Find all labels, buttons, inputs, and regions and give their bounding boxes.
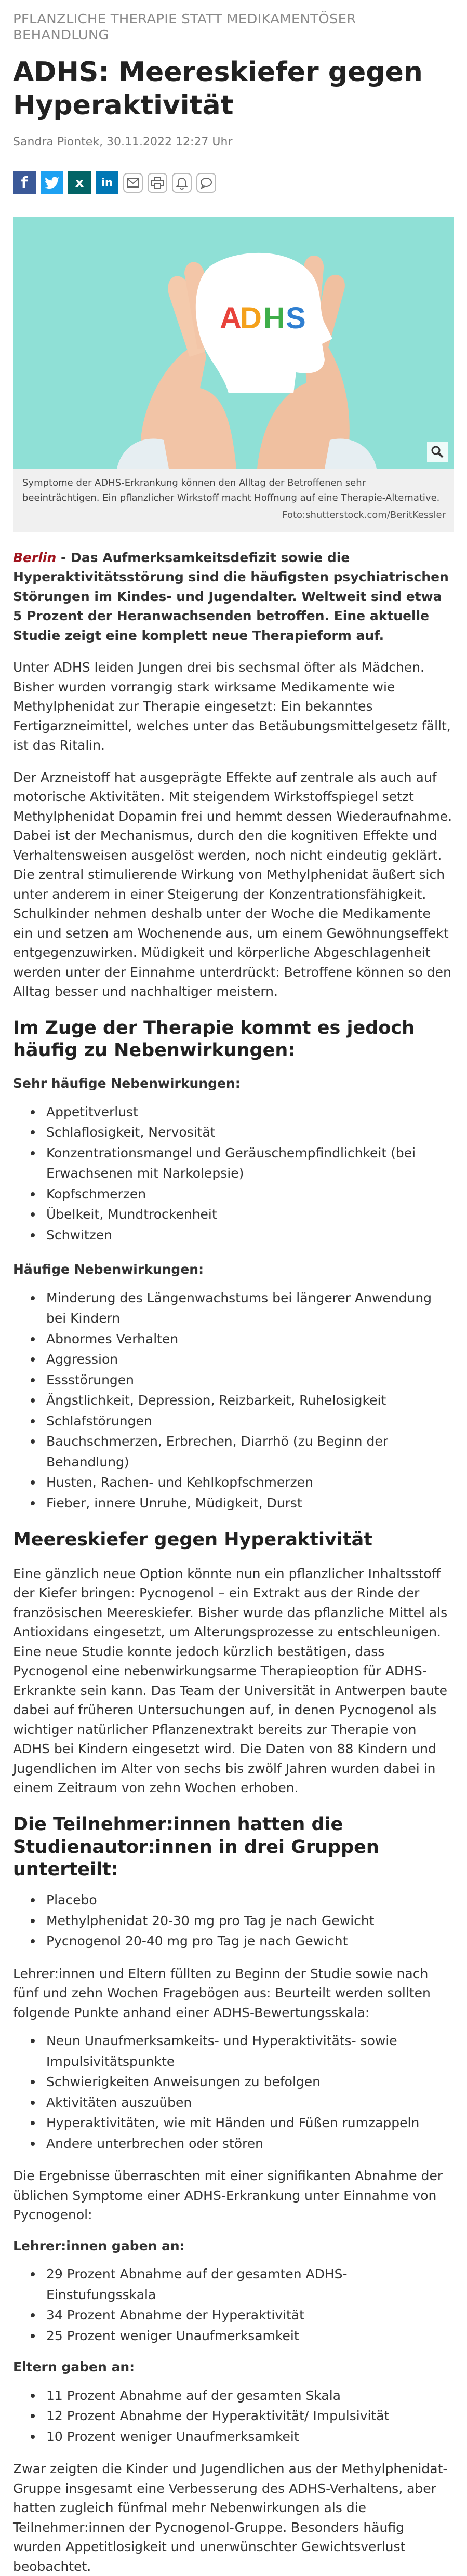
- comment-icon: [200, 177, 212, 189]
- adhs-letter: A: [220, 301, 242, 336]
- list-item: Placebo: [46, 1890, 454, 1911]
- list-item: 29 Prozent Abnahme auf der gesamten ADHS-Einstufungsskala: [46, 2264, 454, 2305]
- linkedin-icon: in: [101, 176, 113, 190]
- zoom-icon: [431, 445, 444, 459]
- paragraph: Die Ergebnisse überraschten mit einer signifikanten Abnahme der üblichen Symptome einer ADHS-Erkrankung unter Einnahme von Pycnogenol:: [13, 2168, 443, 2223]
- list-item: Minderung des Längenwachstums bei längerer Anwendung bei Kindern: [46, 1288, 454, 1329]
- study-groups-list: [13, 1890, 454, 1952]
- facebook-icon: f: [21, 173, 28, 192]
- article-body: [13, 548, 454, 2576]
- section-heading: Die Teilnehmer:innen hatten die Studienautor:innen in drei Gruppen unterteilt:: [13, 1813, 379, 1880]
- adhs-letter: H: [263, 301, 285, 336]
- paragraph: Zwar zeigten die Kinder und Jugendlichen aus der Methylphenidat-Gruppe insgesamt eine Verbesserung des ADHS-Verhaltens, aber hatten zugleich fünfmal mehr Nebenwirkungen als die Teilnehmer:innen der Pycnogenol-Gruppe. Besonders häufig wurden Appetitlosigkeit und unerwünschter Gewichtsverlust beobachtet.: [13, 2461, 448, 2574]
- adhs-letter: D: [240, 301, 262, 336]
- list-item: Andere unterbrechen oder stören: [46, 2133, 454, 2154]
- lead-text: - Das Aufmerksamkeitsdefizit sowie die Hyperaktivitätsstörung sind die häufigsten psychiatrischen Störungen im Kindes- und Jugendalter. Weltweit sind etwa 5 Prozent der Heranwachsenden betroffen. Eine aktuelle Studie zeigt eine komplett neue Therapieform auf.: [13, 550, 449, 643]
- list-item: Pycnogenol 20-40 mg pro Tag je nach Gewicht: [46, 1931, 454, 1952]
- article-figure: [13, 217, 454, 532]
- article-title: ADHS: Meereskiefer gegen Hyperaktivität: [13, 57, 423, 121]
- subheading: Eltern gaben an:: [13, 2359, 135, 2375]
- list-item: Appetitverlust: [46, 1102, 454, 1123]
- mail-icon: [127, 178, 139, 188]
- xing-icon: x: [75, 175, 84, 191]
- article-kicker: PFLANZLICHE THERAPIE STATT MEDIKAMENTÖSER BEHANDLUNG: [13, 11, 356, 44]
- paragraph: Unter ADHS leiden Jungen drei bis sechsmal öfter als Mädchen. Bisher wurden vorrangig stark wirksame Medikamente wie Methylphenidat zur Therapie eingesetzt: Ein bekanntes Fertigarzneimittel, welches unter das Betäubungsmittelgesetz fällt, ist das Ritalin.: [13, 660, 451, 753]
- linkedin-share-button[interactable]: [96, 171, 118, 194]
- list-item: Bauchschmerzen, Erbrechen, Diarrhö (zu Beginn der Behandlung): [46, 1431, 454, 1472]
- image-credit: Foto:shutterstock.com/BeritKessler: [282, 509, 446, 520]
- email-share-button[interactable]: [123, 173, 143, 193]
- article-lead: [13, 548, 454, 646]
- list-item: Schlaflosigkeit, Nervosität: [46, 1122, 454, 1143]
- side-effects-common-list: [13, 1288, 454, 1514]
- parent-results-list: [13, 2385, 454, 2447]
- print-button[interactable]: [148, 173, 167, 193]
- zoom-button[interactable]: [427, 442, 448, 462]
- list-item: 11 Prozent Abnahme auf der gesamten Skala: [46, 2385, 454, 2406]
- comment-button[interactable]: [196, 173, 216, 193]
- adhs-letter: S: [286, 301, 306, 336]
- list-item: Ängstlichkeit, Depression, Reizbarkeit, Ruhelosigkeit: [46, 1390, 454, 1411]
- list-item: Husten, Rachen- und Kehlkopfschmerzen: [46, 1472, 454, 1493]
- list-item: Hyperaktivitäten, wie mit Händen und Füßen rumzappeln: [46, 2113, 454, 2133]
- list-item: Aktivitäten auszuüben: [46, 2092, 454, 2113]
- hands-head-illustration: [13, 217, 454, 469]
- list-item: Fieber, innere Unruhe, Müdigkeit, Durst: [46, 1493, 454, 1514]
- facebook-share-button[interactable]: [13, 171, 36, 194]
- side-effects-very-common-list: [13, 1102, 454, 1246]
- byline: Sandra Piontek, 30.11.2022 12:27 Uhr: [13, 136, 233, 149]
- image-caption-box: [13, 469, 454, 532]
- list-item: 34 Prozent Abnahme der Hyperaktivität: [46, 2305, 454, 2326]
- twitter-share-button[interactable]: [41, 171, 63, 194]
- subheading: Lehrer:innen gaben an:: [13, 2238, 185, 2253]
- list-item: Aggression: [46, 1349, 454, 1370]
- rating-scale-list: [13, 2031, 454, 2154]
- share-bar: [13, 171, 454, 194]
- list-item: Essstörungen: [46, 1370, 454, 1391]
- xing-share-button[interactable]: [68, 171, 91, 194]
- printer-icon: [151, 177, 164, 189]
- list-item: Schwitzen: [46, 1225, 454, 1246]
- subheading: Sehr häufige Nebenwirkungen:: [13, 1076, 241, 1091]
- list-item: 12 Prozent Abnahme der Hyperaktivität/ Impulsivität: [46, 2406, 454, 2426]
- subheading: Häufige Nebenwirkungen:: [13, 1262, 204, 1277]
- twitter-icon: [45, 177, 59, 189]
- paragraph: Der Arzneistoff hat ausgeprägte Effekte auf zentrale als auch auf motorische Aktivitäten. Mit steigendem Wirkstoffspiegel setzt Methylphenidat Dopamin frei und hemmt dessen Wiederaufnahme. Dabei ist der Mechanismus, durch den die kognitiven Effekte und Verhaltensweisen ausgelöst werden, noch nicht eindeutig geklärt. Die zentral stimulierende Wirkung von Methylphenidat äußert sich unter anderem in einer Steigerung der Konzentrationsfähigkeit. Schulkinder nehmen deshalb unter der Woche die Medikamente ein und setzen am Wochenende aus, um einem Gewöhnungseffekt entgegenzuwirken. Müdigkeit und körperliche Abgeschlagenheit werden unter der Einnahme unterdrückt: Betroffene können so den Alltag besser und nachhaltiger meistern.: [13, 769, 452, 999]
- article-image: [13, 217, 454, 469]
- teacher-results-list: [13, 2264, 454, 2346]
- list-item: 25 Prozent weniger Unaufmerksamkeit: [46, 2326, 454, 2346]
- paragraph: Lehrer:innen und Eltern füllten zu Beginn der Studie sowie nach fünf und zehn Wochen Fragebögen aus: Beurteilt werden sollten folgende Punkte anhand einer ADHS-Bewertungsskala:: [13, 1966, 431, 2020]
- bell-icon: [176, 177, 188, 189]
- list-item: Übelkeit, Mundtrockenheit: [46, 1204, 454, 1225]
- paragraph: Eine gänzlich neue Option könnte nun ein pflanzlicher Inhaltsstoff der Kiefer bringen: Pycnogenol – ein Extrakt aus der Rinde der französischen Meereskiefer. Bisher wurde das pflanzliche Mittel als Antioxidans eingesetzt, um Alterungsprozesse zu entschleunigen. Eine neue Studie konnte jedoch kürzlich bestätigen, dass Pycnogenol eine nebenwirkungsarme Therapieoption für ADHS-Erkrankte sein kann. Das Team der Universität in Antwerpen baute dabei auf früheren Untersuchungen auf, in denen Pycnogenol als wichtiger natürlicher Pflanzenextrakt bereits zur Therapie von ADHS bei Kindern eingesetzt wird. Die Daten von 88 Kindern und Jugendlichen im Alter von sechs bis zwölf Jahren wurden dabei in einem Zeitraum von zehn Wochen erhoben.: [13, 1566, 448, 1796]
- dateline-city: Berlin: [13, 550, 57, 565]
- image-caption: Symptome der ADHS-Erkrankung können den Alltag der Betroffenen sehr beeinträchtigen. Ein pflanzlicher Wirkstoff macht Hoffnung auf eine Therapie-Alternative.: [22, 477, 440, 504]
- list-item: 10 Prozent weniger Unaufmerksamkeit: [46, 2426, 454, 2447]
- list-item: Methylphenidat 20-30 mg pro Tag je nach Gewicht: [46, 1911, 454, 1931]
- list-item: Abnormes Verhalten: [46, 1329, 454, 1350]
- section-heading: Meereskiefer gegen Hyperaktivität: [13, 1529, 372, 1551]
- list-item: Neun Unaufmerksamkeits- und Hyperaktivitäts- sowie Impulsivitätspunkte: [46, 2031, 454, 2072]
- list-item: Schwierigkeiten Anweisungen zu befolgen: [46, 2072, 454, 2092]
- list-item: Konzentrationsmangel und Geräuschempfindlichkeit (bei Erwachsenen mit Narkolepsie): [46, 1143, 454, 1184]
- list-item: Schlafstörungen: [46, 1411, 454, 1432]
- list-item: Kopfschmerzen: [46, 1184, 454, 1205]
- notification-button[interactable]: [172, 173, 192, 193]
- section-heading: Im Zuge der Therapie kommt es jedoch häufig zu Nebenwirkungen:: [13, 1017, 415, 1061]
